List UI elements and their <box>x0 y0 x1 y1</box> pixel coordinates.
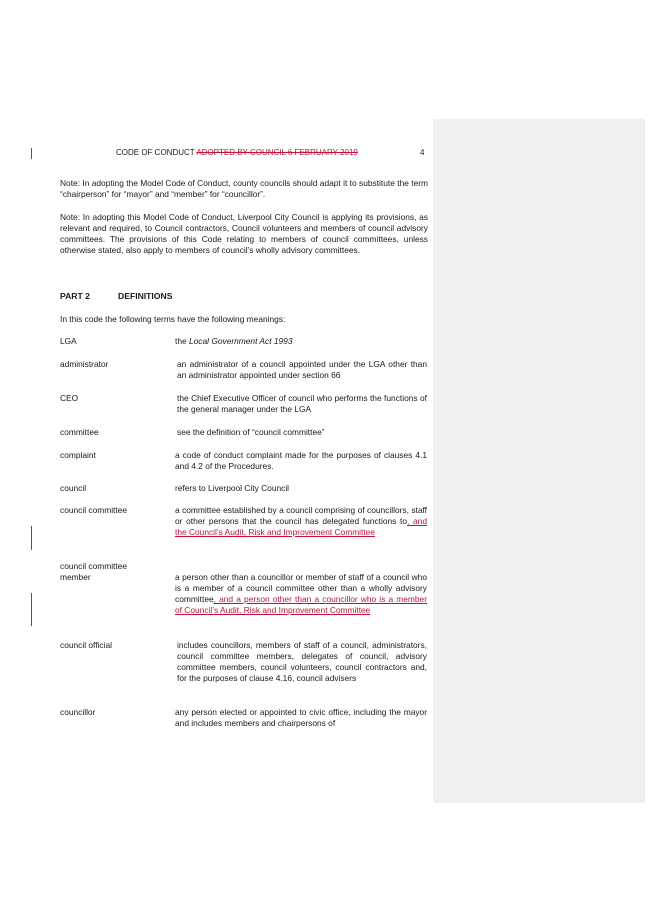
term-administrator: administrator <box>60 359 109 369</box>
definitions-intro: In this code the following terms have the following meanings: <box>60 314 286 324</box>
def-councillor: any person elected or appointed to civic office, including the mayor and includes members and chairpersons of <box>175 707 427 728</box>
term-council-committee: council committee <box>60 505 128 515</box>
header-title: CODE OF CONDUCT <box>116 148 197 157</box>
term-ceo: CEO <box>60 393 79 403</box>
def-council-committee-member <box>175 572 427 616</box>
term-council-official: council official <box>60 640 112 650</box>
def-lga-prefix: the <box>175 336 189 346</box>
def-complaint: a code of conduct complaint made for the purposes of clauses 4.1 and 4.2 of the Procedures. <box>175 450 427 471</box>
change-bar-committee-member <box>31 593 32 626</box>
page-number: 4 <box>420 148 425 157</box>
def-council-official: includes councillors, members of staff of a council, administrators, council committee members, delegates of council, advisory committee members, council volunteers, council contractors and, for the purposes of clause 4.16, council advisers <box>177 640 427 683</box>
part-title: DEFINITIONS <box>118 291 173 301</box>
term-councillor: councillor <box>60 707 96 717</box>
def-lga-act: Local Government Act 1993 <box>188 336 293 346</box>
comment-pane <box>433 119 645 803</box>
def-ccm-text: a person other than a councillor or member of staff of a council who is a member of a council committee other than a wholly advisory committee <box>175 572 427 604</box>
term-lga: LGA <box>60 336 77 346</box>
def-ceo: the Chief Executive Officer of council who performs the functions of the general manager under the LGA <box>177 393 427 414</box>
term-ccm-line2: member <box>60 572 91 582</box>
def-council-committee-text: a committee established by a council comprising of councillors, staff or other persons that the council has delegated functions to <box>175 505 427 526</box>
def-lga <box>175 336 427 347</box>
term-committee: committee <box>60 427 99 437</box>
def-council-committee <box>175 505 427 538</box>
part-heading <box>60 291 173 302</box>
def-ccm-inserted: , and a person other than a councillor who is a member of Council’s Audit, Risk and Improvement Committee <box>175 594 427 615</box>
def-council-committee-inserted: , and the Council’s Audit, Risk and Improvement Committee <box>175 516 427 537</box>
header-deleted-text: ADOPTED BY COUNCIL 6 FEBRUARY 2019 <box>196 148 358 157</box>
change-bar-council-committee <box>31 526 32 550</box>
part-number: PART 2 <box>60 291 90 301</box>
def-administrator: an administrator of a council appointed under the LGA other than an administrator appointed under section 66 <box>177 359 427 380</box>
term-council-committee-member <box>60 561 170 583</box>
note-liverpool: Note: In adopting this Model Code of Conduct, Liverpool City Council is applying its provisions, as relevant and required, to Council contractors, Council volunteers and members of council advisory committees. The provisions of this Code relating to members of council committees, unless otherwise stated, also apply to members of council’s wholly advisory committees. <box>60 212 428 255</box>
term-complaint: complaint <box>60 450 96 460</box>
term-ccm-line1: council committee <box>60 561 128 571</box>
change-bar-header <box>31 148 32 159</box>
page-header <box>116 148 432 158</box>
note-county-councils: Note: In adopting the Model Code of Conduct, county councils should adapt it to substitute the term “chairperson” for “mayor” and “member” for “councillor”. <box>60 178 428 199</box>
def-committee: see the definition of “council committee” <box>177 427 325 437</box>
def-council: refers to Liverpool City Council <box>175 483 290 493</box>
term-council: council <box>60 483 87 493</box>
